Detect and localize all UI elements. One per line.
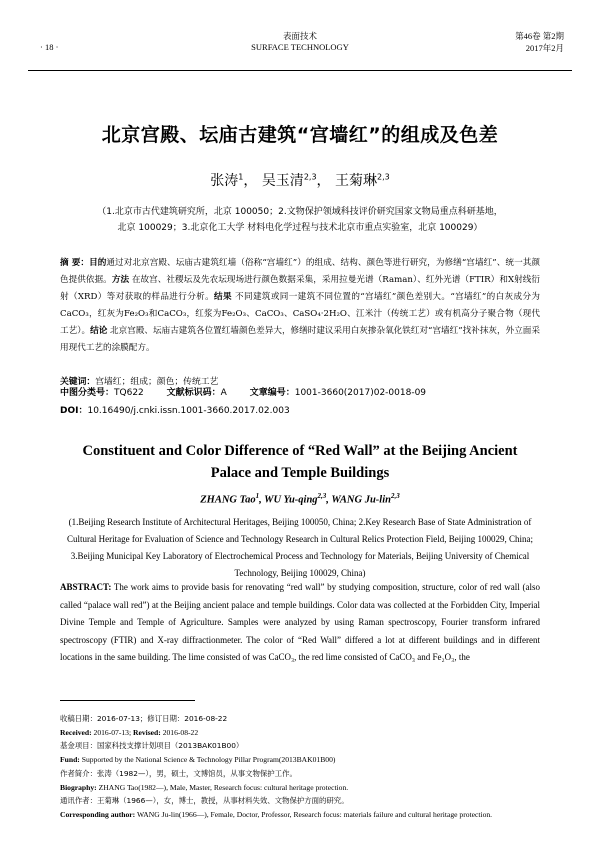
journal-name-cn: 表面技术 — [282, 31, 317, 41]
received-en — [60, 726, 560, 740]
author-sup: 2,3 — [317, 492, 327, 500]
affiliation-line: Technology, Beijing 100029, China) — [234, 568, 366, 578]
abstract-cn — [60, 255, 540, 357]
doc-code-label: 文献标识码： — [166, 388, 221, 398]
method-label: 方法 — [111, 275, 130, 285]
author-sup: 2,3 — [303, 172, 317, 182]
value: 2016-08-22 — [160, 727, 199, 737]
volume-issue: 第46卷 第2期 — [515, 31, 564, 41]
doi — [60, 403, 290, 416]
footnote-rule — [60, 700, 195, 701]
title-en-line: Palace and Temple Buildings — [210, 465, 390, 481]
label: 收稿日期： — [60, 714, 97, 723]
abstract-en-text: The work aims to provide basis for renovating “red wall” by studying composition, structure, color of red wall (also called “palace wall red”) at the Beijing ancient palace and temple buildings. Color data was collected at the Forbidden City, Imperial Divine Temple and Temple of Agriculture. Samples were analyzed by using Raman spectroscopy, Fourier transform infrared spectroscopy (FTIR) and X-ray diffractionmeter. The color of “Red Wall” differed a lot at different buildings and in different locations in the same building. The lime consisted of was CaCO₃, the red lime consisted of CaCO₃ and Fe₂O₃, the — [60, 582, 540, 662]
label: 作者简介： — [60, 768, 97, 778]
fund-cn — [60, 739, 560, 753]
classification — [60, 385, 540, 398]
clc-value: TQ622 — [114, 388, 144, 398]
affiliation-line: 3.Beijing Municipal Key Laboratory of Electrochemical Process and Technology for Materials, Beijing University of Chemical — [70, 551, 530, 561]
authors-cn: 张涛$^1$， 吴玉清$^{2,3}$， 王菊琳$^{2,3}$ — [210, 172, 390, 189]
author-sup: 1 — [255, 492, 260, 500]
label: Fund: — [60, 755, 80, 765]
value: Supported by the National Science & Technology Pillar Program(2013BAK01B00) — [79, 755, 336, 765]
value: 2016-07-13；修订日期：2016-08-22 — [96, 714, 228, 723]
affiliation-line: (1.Beijing Research Institute of Architectural Heritages, Beijing 100050, China; 2.Key Research Base of State Administration of — [68, 517, 532, 527]
label: 通讯作者： — [60, 796, 97, 806]
article-no-value: 1001-3660(2017)02-0018-09 — [294, 388, 427, 398]
author-name: 张涛 — [210, 173, 239, 189]
title-cn: 北京宫殿、坛庙古建筑“宫墙红”的组成及色差 — [101, 124, 499, 146]
fund-en — [60, 753, 560, 767]
author-name: 王菊琳 — [335, 173, 377, 189]
conclusion-label: 结论 — [90, 326, 108, 336]
label: Received: — [60, 727, 92, 737]
bio-en — [60, 781, 560, 795]
result-text: 不同建筑或同一建筑不同位置的“宫墙红”颜色差别大。“宫墙红”的白灰成分为CaCO₃，红灰为Fe₂O₃和CaCO₃，红浆为Fe₂O₃、CaCO₃、CaSO₄·2H₂O、江米汁（传统工艺）或有机高分子聚合物（现代工艺）。 — [60, 292, 540, 336]
corr-en — [60, 808, 560, 822]
affiliation-line: （1.北京市古代建筑研究所，北京 100050；2.文物保护领域科技评价研究国家文物局重点科研基地， — [97, 207, 503, 217]
keywords-label: 关键词： — [60, 377, 96, 387]
title-en-line: Constituent and Color Difference of “Red Wall” at the Beijing Ancient — [82, 443, 518, 459]
value: WANG Ju-lin(1966—), Female, Doctor, Professor, Research focus: materials failure and cultural heritage protection. — [135, 809, 493, 819]
author-sup: 2,3 — [377, 172, 390, 182]
title-en — [40, 440, 560, 484]
result-label: 结果 — [214, 292, 232, 302]
date: 2017年2月 — [525, 43, 564, 53]
affiliation-cn — [60, 204, 540, 236]
running-header — [28, 30, 572, 54]
value: 国家科技支撑计划项目（2013BAK01B00） — [96, 741, 244, 751]
label: Biography: — [60, 782, 97, 792]
article-no-label: 文章编号： — [249, 388, 295, 398]
received-cn — [60, 712, 560, 726]
author-sup: 1 — [238, 172, 244, 182]
abstract-en — [60, 579, 540, 667]
value: 王菊琳（1966—），女，博士，教授，从事材料失效、文物保护方面的研究。 — [96, 796, 349, 806]
doi-label: DOI： — [60, 406, 88, 416]
bio-cn — [60, 767, 560, 781]
label: Corresponding author: — [60, 809, 136, 819]
page-number: · 18 · — [40, 42, 59, 52]
abstract-label: 摘 要： — [60, 258, 90, 268]
value: ZHANG Tao(1982—), Male, Master, Research focus: cultural heritage protection. — [96, 782, 349, 792]
author-sup: 2,3 — [390, 492, 400, 500]
journal-name-en: SURFACE TECHNOLOGY — [251, 42, 349, 52]
affiliation-line: Cultural Heritage for Evaluation of Science and Technology Research in Cultural Relics Protection Field, Beijing 100029, China; — [66, 534, 534, 544]
objective-label: 目的 — [89, 258, 107, 268]
value: 2016-07-13; — [91, 727, 133, 737]
label: 基金项目： — [60, 741, 97, 751]
objective-text: 通过对北京宫殿、坛庙古建筑红墙（俗称“宫墙红”）的组成、结构、颜色等进行研究，为修缮“宫墙红”、统一其颜色提供依据。 — [60, 258, 540, 285]
header-rule — [28, 70, 572, 71]
doi-link[interactable]: 10.16490/j.cnki.issn.1001-3660.2017.02.003 — [87, 406, 290, 416]
author-name: WU Yu-qing — [264, 494, 318, 506]
keywords-value: 宫墙红；组成；颜色；传统工艺 — [95, 377, 219, 387]
method-text: 在故宫、社稷坛及先农坛现场进行颜色数据采集，采用拉曼光谱（Raman）、红外光谱（FTIR）和X射线衍射（XRD）等对获取的样品进行分析。 — [60, 275, 540, 302]
author-name: 吴玉清 — [261, 173, 304, 189]
footnotes — [60, 712, 560, 822]
clc-label: 中图分类号： — [60, 388, 115, 398]
label: Revised: — [132, 727, 161, 737]
author-name: ZHANG Tao — [200, 494, 256, 506]
affiliation-en — [60, 514, 540, 582]
conclusion-text: 北京宫殿、坛庙古建筑各位置红墙颜色差异大，修缮时建议采用白灰掺杂氧化铁红对“宫墙红”找补抹灰，外立面采用现代工艺的涂膜配方。 — [60, 326, 540, 353]
author-name: WANG Ju-lin — [331, 494, 391, 506]
doc-code-value: A — [220, 388, 227, 398]
affiliation-line: 北京 100029；3.北京化工大学 材料电化学过程与技术北京市重点实验室，北京 100029） — [117, 223, 483, 233]
authors-en: ZHANG Tao$^1$, WU Yu-qing$^{2,3}$, WANG Ju-lin$^{2,3}$ — [200, 492, 400, 506]
abstract-en-label: ABSTRACT: — [60, 582, 112, 592]
value: 张涛（1982—），男，硕士，文博馆员，从事文物保护工作。 — [96, 768, 297, 778]
corr-cn — [60, 794, 560, 808]
